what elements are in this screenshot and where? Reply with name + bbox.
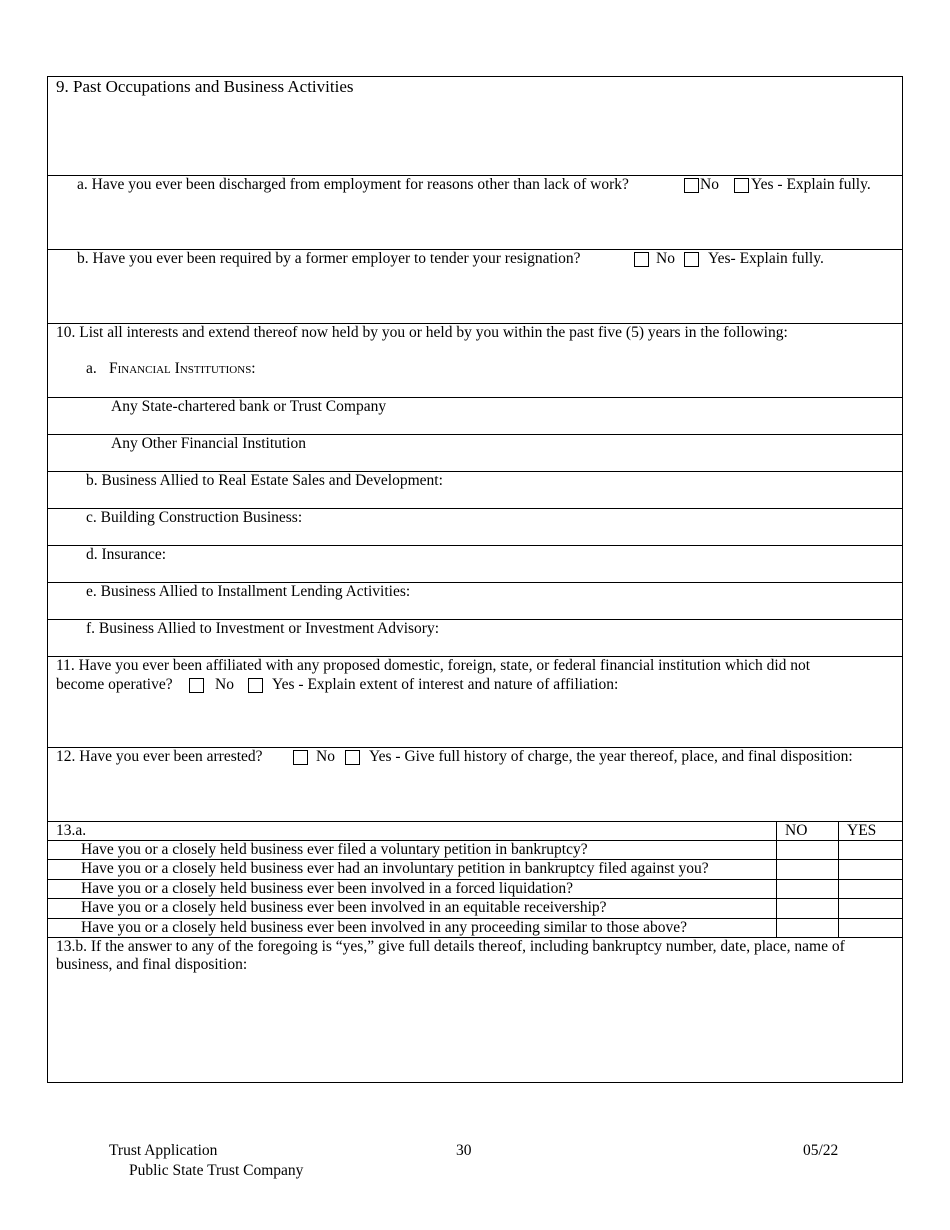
q10e-row: [48, 583, 902, 620]
q9b-row: [48, 250, 902, 324]
q9b-no-label: No: [656, 250, 675, 267]
q9-section: [48, 77, 902, 176]
q9a-yes-label: Yes - Explain fully.: [751, 176, 871, 193]
q10c-text: c. Building Construction Business:: [86, 509, 303, 526]
q10a-item1-row: [48, 398, 902, 435]
q10c-row: [48, 509, 902, 546]
q13a-header-row: [48, 822, 902, 841]
q9a-yes-checkbox[interactable]: [734, 178, 749, 193]
q11-line1: 11. Have you ever been affiliated with any proposed domestic, foreign, state, or federal financial institution which did not: [56, 657, 811, 674]
q10a-label: a.: [86, 360, 97, 377]
q13a-row-question: Have you or a closely held business ever had an involuntary petition in bankruptcy filed against you?: [81, 860, 709, 877]
q12-question: 12. Have you ever been arrested?: [56, 748, 263, 765]
q11-line2-prefix: become operative?: [56, 676, 173, 693]
q13b-text: 13.b. If the answer to any of the foregoing is “yes,” give full details thereof, including bankruptcy number, date, place, name of business, and final disposition:: [56, 938, 845, 973]
q13a-divider: [838, 919, 839, 937]
footer-date: 05/22: [803, 1142, 839, 1159]
q13a-label: 13.a.: [56, 822, 87, 839]
q12-yes-checkbox[interactable]: [345, 750, 360, 765]
q9a-question: a. Have you ever been discharged from employment for reasons other than lack of work?: [77, 176, 629, 193]
q12-no-checkbox[interactable]: [293, 750, 308, 765]
q9a-no-checkbox[interactable]: [684, 178, 699, 193]
q10b-text: b. Business Allied to Real Estate Sales and Development:: [86, 472, 443, 489]
q11-no-label: No: [215, 676, 234, 693]
q9a-no-label: No: [700, 176, 719, 193]
application-form: [47, 76, 903, 1083]
q10e-text: e. Business Allied to Installment Lending Activities:: [86, 583, 411, 600]
footer-page-number: 30: [456, 1142, 472, 1159]
q9-title: 9. Past Occupations and Business Activities: [56, 77, 354, 96]
q10d-row: [48, 546, 902, 583]
q13a-divider: [776, 841, 777, 859]
table-row: [48, 899, 902, 919]
q10-intro: 10. List all interests and extend thereof now held by you or held by you within the past five (5) years in the following:: [56, 324, 788, 341]
q13a-divider: [776, 919, 777, 937]
q13a-divider: [776, 822, 777, 840]
q13b-row: [48, 938, 902, 1082]
q9a-row: [48, 176, 902, 250]
q13a-row-question: Have you or a closely held business ever been involved in a forced liquidation?: [81, 880, 573, 897]
q10f-row: [48, 620, 902, 657]
q13a-divider: [838, 860, 839, 879]
q10a-item2-row: [48, 435, 902, 472]
q13a-divider: [838, 822, 839, 840]
q11-row: [48, 657, 902, 748]
q10a-item2: Any Other Financial Institution: [111, 435, 307, 452]
q13a-divider: [776, 880, 777, 898]
q10a-title: Financial Institutions:: [109, 360, 256, 377]
q9b-yes-checkbox[interactable]: [684, 252, 699, 267]
q12-row: [48, 748, 902, 822]
q10b-row: [48, 472, 902, 509]
q12-no-label: No: [316, 748, 335, 765]
table-row: [48, 841, 902, 860]
q13a-divider: [776, 860, 777, 879]
q10a-item1: Any State-chartered bank or Trust Company: [111, 398, 387, 415]
footer-company: Public State Trust Company: [129, 1162, 304, 1179]
q10d-text: d. Insurance:: [86, 546, 167, 563]
table-row: [48, 880, 902, 899]
q11-yes-label: Yes - Explain extent of interest and nature of affiliation:: [272, 676, 619, 693]
q12-yes-label: Yes - Give full history of charge, the year thereof, place, and final disposition:: [369, 748, 853, 765]
q13a-row-question: Have you or a closely held business ever been involved in an equitable receivership?: [81, 899, 607, 916]
footer-doc-title: Trust Application: [109, 1142, 218, 1159]
q13a-col-no: NO: [785, 822, 808, 839]
q11-yes-checkbox[interactable]: [248, 678, 263, 693]
q9b-question: b. Have you ever been required by a former employer to tender your resignation?: [77, 250, 581, 267]
q9b-no-checkbox[interactable]: [634, 252, 649, 267]
q13a-row-question: Have you or a closely held business ever been involved in any proceeding similar to those above?: [81, 919, 688, 936]
q13a-col-yes: YES: [847, 822, 877, 839]
q10-section: [48, 324, 902, 398]
table-row: [48, 919, 902, 938]
q13a-divider: [776, 899, 777, 918]
q11-no-checkbox[interactable]: [189, 678, 204, 693]
q13a-divider: [838, 841, 839, 859]
table-row: [48, 860, 902, 880]
q9b-yes-label: Yes- Explain fully.: [708, 250, 824, 267]
q13a-row-question: Have you or a closely held business ever filed a voluntary petition in bankruptcy?: [81, 841, 588, 858]
q13a-divider: [838, 899, 839, 918]
q13a-divider: [838, 880, 839, 898]
q10f-text: f. Business Allied to Investment or Investment Advisory:: [86, 620, 440, 637]
